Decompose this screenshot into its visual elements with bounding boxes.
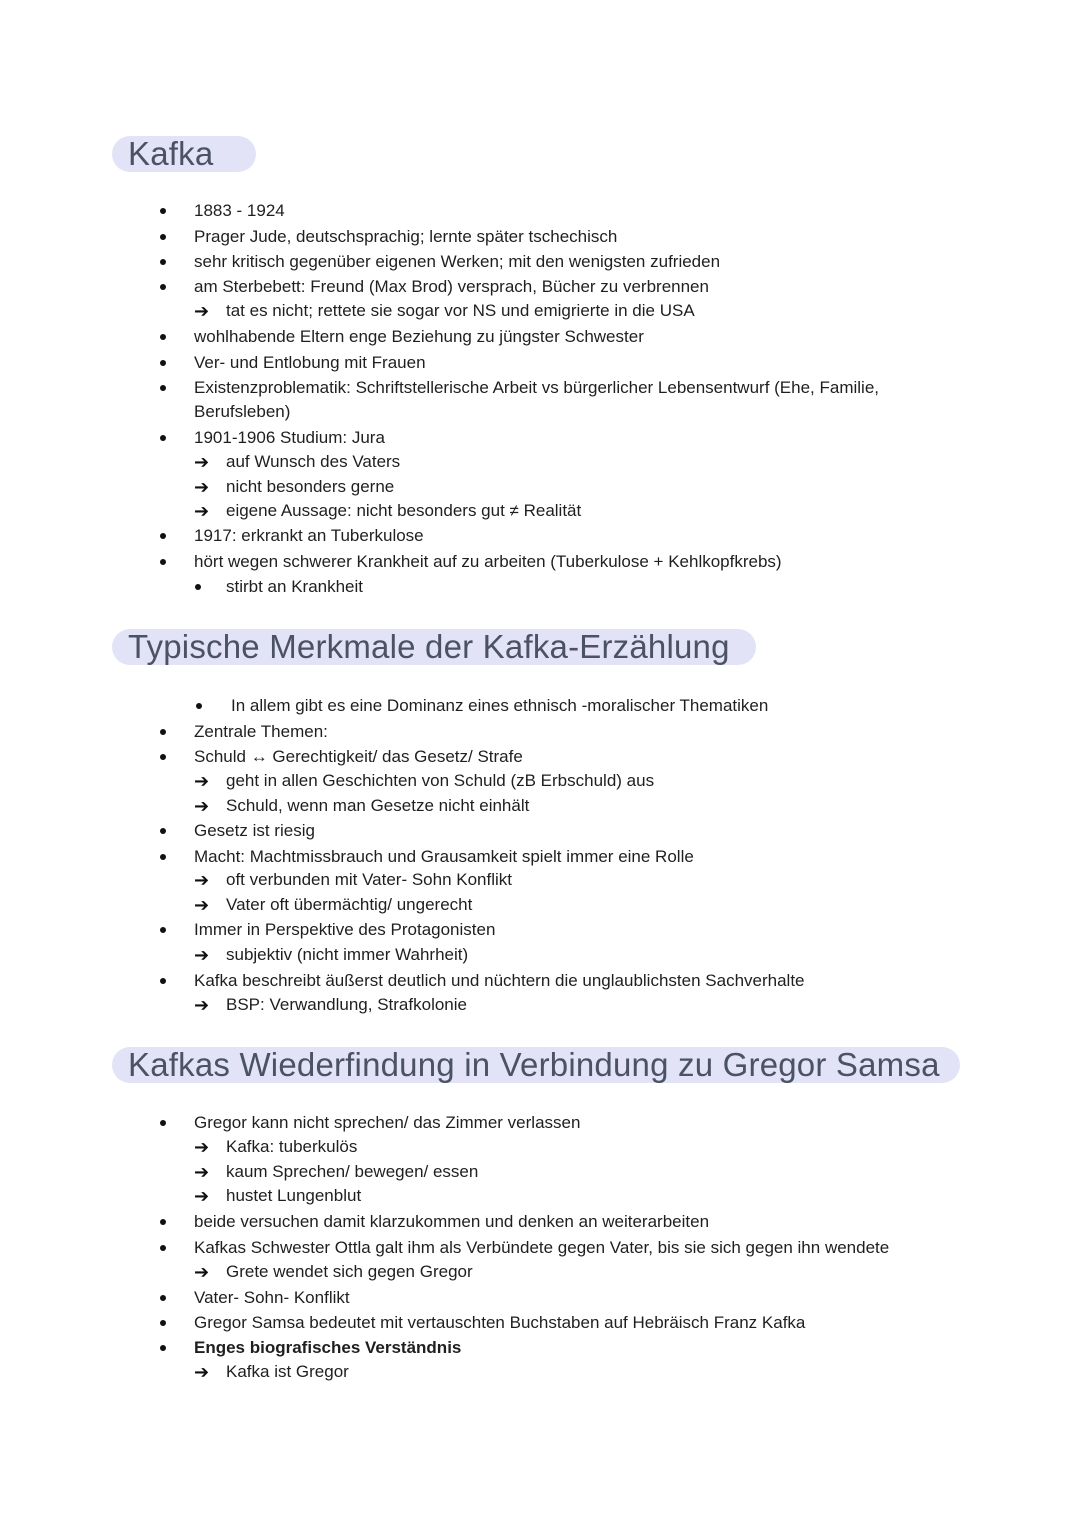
arrow-item-text: Grete wendet sich gegen Gregor [226, 1262, 473, 1281]
bullet-icon [160, 1345, 166, 1351]
bullet-icon [160, 1120, 166, 1126]
bullet-icon [160, 978, 166, 984]
arrow-item-text: Kafka ist Gregor [226, 1362, 349, 1381]
list-item-text: Ver- und Entlobung mit Frauen [194, 353, 426, 372]
list-item-text: Gregor kann nicht sprechen/ das Zimmer verlassen [194, 1113, 581, 1132]
list-item-text: am Sterbebett: Freund (Max Brod) versprach, Bücher zu verbrennen [194, 277, 709, 296]
list-item-text: beide versuchen damit klarzukommen und denken an weiterarbeiten [194, 1212, 710, 1231]
arrow-right-icon: ➔ [194, 301, 210, 321]
list-item-text: Existenzproblematik: Schriftstellerische Arbeit vs bürgerlicher Lebensentwurf (Ehe, Familie, [194, 378, 880, 397]
sub-bullet-icon [196, 703, 202, 709]
bullet-icon [160, 208, 166, 214]
list-item-text: Vater- Sohn- Konflikt [194, 1288, 350, 1307]
arrow-right-icon: ➔ [194, 501, 210, 521]
bullet-icon [160, 559, 166, 565]
bullet-icon [160, 754, 166, 760]
list-item-text: In allem gibt es eine Dominanz eines ethnisch -moralischer Thematiken [231, 696, 769, 715]
list-item-text: Zentrale Themen: [194, 722, 328, 741]
list-item-text: Enges biografisches Verständnis [194, 1338, 462, 1357]
bullet-icon [160, 360, 166, 366]
bullet-icon [160, 533, 166, 539]
arrow-right-icon: ➔ [194, 452, 210, 472]
arrow-item-text: eigene Aussage: nicht besonders gut ≠ Realität [226, 501, 582, 520]
arrow-item-text: hustet Lungenblut [226, 1186, 362, 1205]
arrow-right-icon: ➔ [194, 1162, 210, 1182]
list-item-text: sehr kritisch gegenüber eigenen Werken; mit den wenigsten zufrieden [194, 252, 721, 271]
arrow-right-icon: ➔ [194, 477, 210, 497]
list-item-text: 1901-1906 Studium: Jura [194, 428, 385, 447]
section-heading-highlight [112, 136, 256, 172]
arrow-right-icon: ➔ [194, 945, 210, 965]
arrow-item-text: Vater oft übermächtig/ ungerecht [226, 895, 473, 914]
list-item-text: hört wegen schwerer Krankheit auf zu arbeiten (Tuberkulose + Kehlkopfkrebs) [194, 552, 782, 571]
bullet-icon [160, 334, 166, 340]
bullet-icon [160, 284, 166, 290]
list-item-text: Kafka beschreibt äußerst deutlich und nüchtern die unglaublichsten Sachverhalte [194, 971, 805, 990]
list-item-text: Schuld ↔ Gerechtigkeit/ das Gesetz/ Strafe [194, 747, 523, 766]
bullet-icon [160, 927, 166, 933]
arrow-item-text: tat es nicht; rettete sie sogar vor NS und emigrierte in die USA [226, 301, 695, 320]
arrow-item-text: nicht besonders gerne [226, 477, 395, 496]
sub-bullet-icon [195, 584, 201, 590]
section-heading: Typische Merkmale der Kafka-Erzählung [128, 628, 730, 665]
bullet-icon [160, 234, 166, 240]
section-heading: Kafka [128, 135, 214, 172]
list-item-text: wohlhabende Eltern enge Beziehung zu jüngster Schwester [194, 327, 644, 346]
arrow-right-icon: ➔ [194, 1137, 210, 1157]
section-heading-highlight [112, 1047, 960, 1083]
arrow-item-text: oft verbunden mit Vater- Sohn Konflikt [226, 870, 513, 889]
arrow-item-text: geht in allen Geschichten von Schuld (zB Erbschuld) aus [226, 771, 655, 790]
list-item-text: Gesetz ist riesig [194, 821, 315, 840]
bullet-icon [160, 729, 166, 735]
section-heading-highlight [112, 629, 756, 665]
bullet-icon [160, 259, 166, 265]
list-item-text: Gregor Samsa bedeutet mit vertauschten Buchstaben auf Hebräisch Franz Kafka [194, 1313, 806, 1332]
arrow-right-icon: ➔ [194, 995, 210, 1015]
arrow-right-icon: ➔ [194, 771, 210, 791]
bullet-icon [160, 854, 166, 860]
arrow-right-icon: ➔ [194, 870, 210, 890]
arrow-right-icon: ➔ [194, 796, 210, 816]
section-heading: Kafkas Wiederfindung in Verbindung zu Gregor Samsa [128, 1046, 940, 1083]
arrow-item-text: auf Wunsch des Vaters [226, 452, 401, 471]
list-item-text: Immer in Perspektive des Protagonisten [194, 920, 496, 939]
list-item-text: Kafkas Schwester Ottla galt ihm als Verbündete gegen Vater, bis sie sich gegen ihn wendete [194, 1238, 890, 1257]
bullet-icon [160, 385, 166, 391]
arrow-item-text: Kafka: tuberkulös [226, 1137, 358, 1156]
arrow-item-text: subjektiv (nicht immer Wahrheit) [226, 945, 469, 964]
bullet-icon [160, 1320, 166, 1326]
arrow-right-icon: ➔ [194, 1186, 210, 1206]
arrow-item-text: Schuld, wenn man Gesetze nicht einhält [226, 796, 530, 815]
list-item-text: 1917: erkrankt an Tuberkulose [194, 526, 424, 545]
list-item-text: Macht: Machtmissbrauch und Grausamkeit spielt immer eine Rolle [194, 847, 694, 866]
arrow-right-icon: ➔ [194, 895, 210, 915]
arrow-item-text: BSP: Verwandlung, Strafkolonie [226, 995, 467, 1014]
bullet-icon [160, 1295, 166, 1301]
list-item-text: Berufsleben) [194, 402, 291, 421]
bullet-icon [160, 1219, 166, 1225]
bullet-icon [160, 828, 166, 834]
list-item-text: stirbt an Krankheit [226, 577, 364, 596]
bullet-icon [160, 435, 166, 441]
arrow-right-icon: ➔ [194, 1262, 210, 1282]
list-item-text: Prager Jude, deutschsprachig; lernte später tschechisch [194, 227, 618, 246]
bullet-icon [160, 1245, 166, 1251]
list-item-text: 1883 - 1924 [194, 201, 285, 220]
arrow-right-icon: ➔ [194, 1362, 210, 1382]
arrow-item-text: kaum Sprechen/ bewegen/ essen [226, 1162, 479, 1181]
